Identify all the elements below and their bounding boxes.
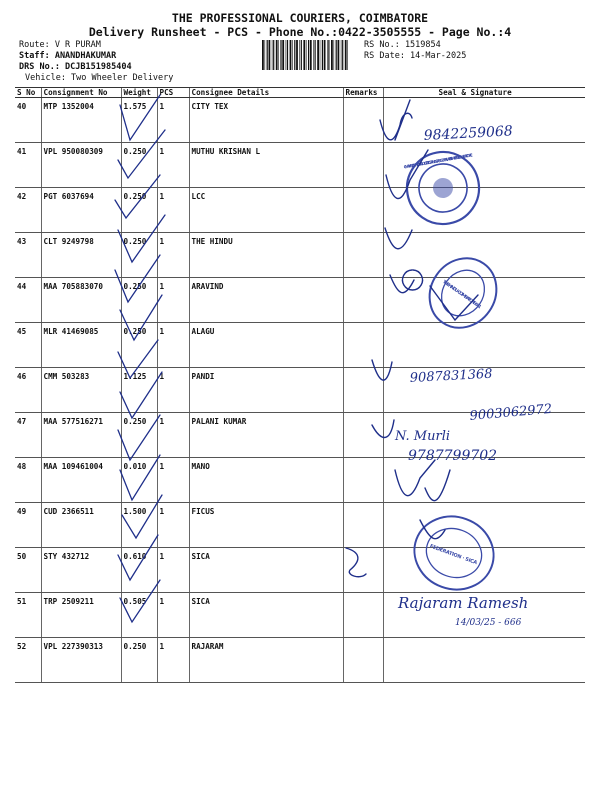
cell-signature xyxy=(383,323,585,368)
cell-consignment: STY 432712 xyxy=(41,548,121,593)
barcode-bar xyxy=(310,40,312,70)
cell-remarks xyxy=(343,503,383,548)
cell-weight: 0.010 xyxy=(121,458,157,503)
cell-weight: 0.250 xyxy=(121,143,157,188)
barcode-bar xyxy=(303,40,305,70)
cell-signature xyxy=(383,503,585,548)
cell-sno: 43 xyxy=(15,233,41,278)
cell-pcs: 1 xyxy=(157,143,189,188)
cell-consignee: LCC xyxy=(189,188,343,233)
cell-signature xyxy=(383,638,585,683)
cell-sno: 44 xyxy=(15,278,41,323)
cell-remarks xyxy=(343,593,383,638)
cell-signature xyxy=(383,368,585,413)
cell-pcs: 1 xyxy=(157,413,189,458)
cell-consignee: CITY TEX xyxy=(189,98,343,143)
cell-remarks xyxy=(343,323,383,368)
route-label: Route: V R PURAM xyxy=(19,40,101,50)
table-row xyxy=(15,278,585,323)
cell-sno: 51 xyxy=(15,593,41,638)
cell-consignee: FICUS xyxy=(189,503,343,548)
barcode-bar xyxy=(273,40,274,70)
barcode-bar xyxy=(320,40,321,70)
cell-consignee: MUTHU KRISHAN L xyxy=(189,143,343,188)
cell-sno: 41 xyxy=(15,143,41,188)
barcode-bar xyxy=(282,40,284,70)
barcode-bar xyxy=(290,40,292,70)
stamp1-text: CHAKRADHARA LOGISTICS AND CARGO PRIVATE LIMITED · COIMBATORE xyxy=(403,152,474,170)
cell-pcs: 1 xyxy=(157,458,189,503)
cell-sno: 48 xyxy=(15,458,41,503)
cell-signature xyxy=(383,233,585,278)
cell-pcs: 1 xyxy=(157,233,189,278)
col-weight: Weight xyxy=(121,88,157,98)
cell-weight: 1.500 xyxy=(121,503,157,548)
col-sno: S No xyxy=(15,88,41,98)
table-row xyxy=(15,548,585,593)
barcode-bar xyxy=(299,40,300,70)
barcode-bar xyxy=(328,40,329,70)
vehicle-label: Vehicle: Two Wheeler Delivery xyxy=(25,73,174,83)
barcode-bar xyxy=(301,40,302,70)
table-row xyxy=(15,458,585,503)
col-remarks: Remarks xyxy=(343,88,383,98)
barcode-bar xyxy=(287,40,288,70)
barcode-bar xyxy=(278,40,279,70)
cell-weight: 0.250 xyxy=(121,323,157,368)
barcode-bar xyxy=(308,40,309,70)
rs-number: RS No.: 1519854 xyxy=(364,40,441,50)
cell-sno: 46 xyxy=(15,368,41,413)
barcode-bar xyxy=(306,40,307,70)
col-seal-signature: Seal & Signature xyxy=(383,88,585,98)
cell-consignment: MAA 705883070 xyxy=(41,278,121,323)
barcode-image xyxy=(262,40,348,70)
cell-consignment: CMM 503283 xyxy=(41,368,121,413)
handwritten-phone-48: 9787799702 xyxy=(408,448,498,464)
table-row xyxy=(15,368,585,413)
handwritten-name-52: Rajaram Ramesh xyxy=(398,594,529,612)
runsheet-table xyxy=(15,87,585,683)
cell-weight: 0.250 xyxy=(121,278,157,323)
stamp3-text: FEDERATION · SICA xyxy=(428,543,478,567)
handwritten-phone-46: 9087831368 xyxy=(409,366,493,386)
cell-signature xyxy=(383,548,585,593)
cell-signature xyxy=(383,593,585,638)
barcode-bar xyxy=(331,40,333,70)
cell-signature xyxy=(383,413,585,458)
cell-pcs: 1 xyxy=(157,548,189,593)
barcode-bar xyxy=(324,40,326,70)
cell-remarks xyxy=(343,278,383,323)
barcode-bar xyxy=(327,40,328,70)
barcode-bar xyxy=(313,40,314,70)
cell-pcs: 1 xyxy=(157,188,189,233)
cell-sno: 45 xyxy=(15,323,41,368)
cell-consignment: MLR 41469085 xyxy=(41,323,121,368)
table-row xyxy=(15,638,585,683)
barcode-bar xyxy=(292,40,293,70)
barcode-bar xyxy=(341,40,342,70)
handwritten-phone-47: 9003062972 xyxy=(469,401,553,424)
table-row xyxy=(15,593,585,638)
cell-consignee: MANO xyxy=(189,458,343,503)
cell-pcs: 1 xyxy=(157,368,189,413)
cell-remarks xyxy=(343,638,383,683)
barcode-bar xyxy=(296,40,298,70)
cell-consignee: ALAGU xyxy=(189,323,343,368)
barcode-bar xyxy=(338,40,340,70)
cell-pcs: 1 xyxy=(157,593,189,638)
cell-weight: 0.250 xyxy=(121,638,157,683)
cell-weight: 0.250 xyxy=(121,233,157,278)
cell-consignment: TRP 2509211 xyxy=(41,593,121,638)
barcode-bar xyxy=(315,40,316,70)
cell-remarks xyxy=(343,368,383,413)
cell-consignee: PANDI xyxy=(189,368,343,413)
col-consignment: Consignment No xyxy=(41,88,121,98)
table-row xyxy=(15,413,585,458)
barcode-bar xyxy=(317,40,319,70)
cell-signature xyxy=(383,98,585,143)
cell-signature xyxy=(383,278,585,323)
table-row xyxy=(15,98,585,143)
cell-remarks xyxy=(343,98,383,143)
barcode-bar xyxy=(265,40,266,70)
cell-pcs: 1 xyxy=(157,278,189,323)
cell-sno: 52 xyxy=(15,638,41,683)
barcode-bar xyxy=(269,40,271,70)
staff-label: Staff: ANANDHAKUMAR xyxy=(19,51,117,61)
col-consignee: Consignee Details xyxy=(189,88,343,98)
barcode-bar xyxy=(267,40,268,70)
cell-sno: 49 xyxy=(15,503,41,548)
cell-pcs: 1 xyxy=(157,638,189,683)
cell-remarks xyxy=(343,233,383,278)
cell-consignee: RAJARAM xyxy=(189,638,343,683)
cell-consignee: ARAVIND xyxy=(189,278,343,323)
cell-consignment: VPL 950080309 xyxy=(41,143,121,188)
cell-remarks xyxy=(343,458,383,503)
cell-sno: 47 xyxy=(15,413,41,458)
rs-date: RS Date: 14-Mar-2025 xyxy=(364,51,467,61)
table-row xyxy=(15,188,585,233)
barcode-bar xyxy=(322,40,323,70)
barcode-bar xyxy=(286,40,287,70)
barcode-bar xyxy=(262,40,264,70)
table-row xyxy=(15,503,585,548)
cell-consignee: THE HINDU xyxy=(189,233,343,278)
barcode-bar xyxy=(280,40,281,70)
cell-signature xyxy=(383,188,585,233)
cell-sno: 42 xyxy=(15,188,41,233)
barcode-bar xyxy=(294,40,295,70)
cell-weight: 0.250 xyxy=(121,413,157,458)
cell-remarks xyxy=(343,548,383,593)
table-row xyxy=(15,143,585,188)
cell-pcs: 1 xyxy=(157,98,189,143)
cell-weight: 0.250 xyxy=(121,188,157,233)
barcode-bar xyxy=(345,40,347,70)
barcode-bar xyxy=(334,40,335,70)
barcode-bar xyxy=(347,40,348,70)
cell-consignment: CUD 2366511 xyxy=(41,503,121,548)
cell-consignee: SICA xyxy=(189,548,343,593)
cell-weight: 0.610 xyxy=(121,548,157,593)
drs-label: DRS No.: DCJB151985404 xyxy=(19,62,132,72)
barcode-bar xyxy=(336,40,337,70)
handwritten-note-52: 14/03/25 - 666 xyxy=(455,618,522,628)
cell-consignment: MTP 1352004 xyxy=(41,98,121,143)
stamp2-text: THE HINDU · COIMBATORE-641 xyxy=(441,279,482,311)
company-title: THE PROFESSIONAL COURIERS, COIMBATORE xyxy=(171,11,429,25)
cell-consignment: CLT 9249798 xyxy=(41,233,121,278)
cell-consignment: MAA 109461004 xyxy=(41,458,121,503)
cell-weight: 1.125 xyxy=(121,368,157,413)
cell-sno: 50 xyxy=(15,548,41,593)
cell-consignee: PALANI KUMAR xyxy=(189,413,343,458)
handwritten-name-48: N. Murli xyxy=(395,429,451,444)
table-row xyxy=(15,233,585,278)
cell-consignment: PGT 6037694 xyxy=(41,188,121,233)
cell-remarks xyxy=(343,143,383,188)
cell-weight: 0.505 xyxy=(121,593,157,638)
runsheet-subtitle: Delivery Runsheet - PCS - Phone No.:0422-3505555 - Page No.:4 xyxy=(88,25,512,39)
table-header-row xyxy=(15,88,585,98)
barcode-bar xyxy=(272,40,273,70)
cell-pcs: 1 xyxy=(157,323,189,368)
cell-consignment: MAA 577516271 xyxy=(41,413,121,458)
cell-remarks xyxy=(343,188,383,233)
cell-sno: 40 xyxy=(15,98,41,143)
cell-consignee: SICA xyxy=(189,593,343,638)
cell-weight: 1.575 xyxy=(121,98,157,143)
cell-signature xyxy=(383,458,585,503)
col-pcs: PCS xyxy=(157,88,189,98)
table-row xyxy=(15,323,585,368)
handwritten-phone-40: 9842259068 xyxy=(423,123,514,144)
barcode-bar xyxy=(276,40,278,70)
cell-signature xyxy=(383,143,585,188)
cell-remarks xyxy=(343,413,383,458)
cell-consignment: VPL 227390313 xyxy=(41,638,121,683)
barcode-bar xyxy=(342,40,343,70)
cell-pcs: 1 xyxy=(157,503,189,548)
